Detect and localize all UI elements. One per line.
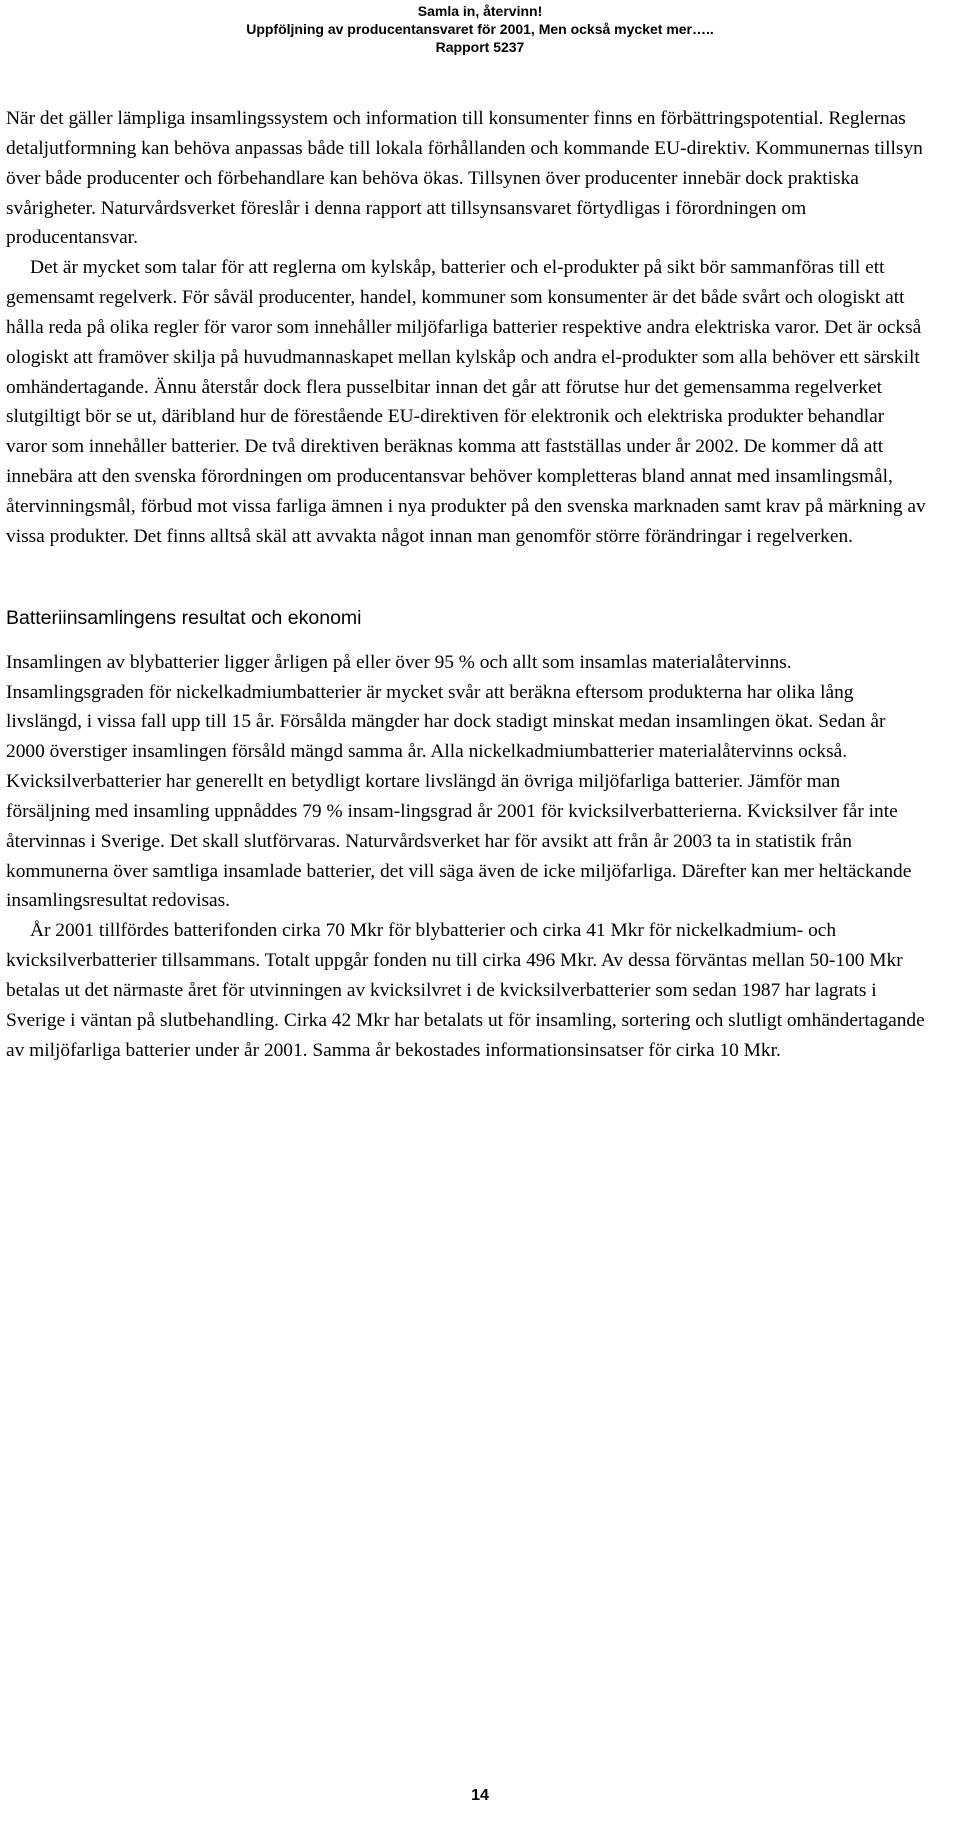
page-number: 14 [471,1787,489,1804]
body-paragraph: Det är mycket som talar för att reglerna om kylskåp, batterier och el-produkter på sikt bör sammanföras till ett gemensamt regelverk. För såväl producenter, handel, kommuner som konsumenter är det både svårt och ologiskt att hålla reda på olika regler för varor som innehåller miljöfarliga batterier respektive andra elektriska varor. Det är också ologiskt att framöver skilja på huvudmannaskapet mellan kylskåp och andra el-produkter som alla behöver ett särskilt omhändertagande. Ännu återstår dock flera pusselbitar innan det går att förutse hur det gemensamma regelverket slutgiltigt bör se ut, däribland hur de förestående EU-direktiven för elektronik och elektriska produkter behandlar varor som innehåller batterier. De två direktiven beräknas komma att fastställas under år 2002. De kommer då att innebära att den svenska förordningen om producentansvar behöver kompletteras bland annat med insamlingsmål, återvinningsmål, förbud mot vissa farliga ämnen i nya produkter på den svenska marknaden samt krav på märkning av vissa produkter. Det finns alltså skäl att avvakta något innan man genomför större förändringar i regelverken. [6,257,926,547]
header-report-number: Rapport 5237 [435,39,525,55]
body-paragraph: Insamlingen av blybatterier ligger årligen på eller över 95 % och allt som insamlas materialåtervinns. Insamlingsgraden för nickelkadmiumbatterier är mycket svår att beräkna eftersom produkterna har olika lång livslängd, i vissa fall upp till 15 år. Försålda mängder har dock stadigt minskat medan insamlingen ökat. Sedan år 2000 överstiger insamlingen försåld mängd samma år. Alla nickelkadmiumbatterier materialåtervinns också. Kvicksilverbatterier har generellt en betydligt kortare livslängd än övriga miljöfarliga batterier. Jämför man försäljning med insamling uppnåddes 79 % insam-lingsgrad år 2001 för kvicksilverbatterierna. Kvicksilver får inte återvinnas i Sverige. Det skall slutförvaras. Naturvårdsverket har för avsikt att från år 2003 ta in statistik från kommunerna över samtliga insamlade batterier, det vill säga även de icke miljöfarliga. Därefter kan mer heltäckande insamlingsresultat redovisas. [6,651,912,912]
body-paragraph: När det gäller lämpliga insamlingssystem och information till konsumenter finns en förbättringspotential. Reglernas detaljutformning kan behöva anpassas både till lokala förhållanden och kommande EU-direktiv. Kommunernas tillsyn över både producenter och förbehandlare kan behöva ökas. Tillsynen över producenter innebär dock praktiska svårigheter. Naturvårdsverket föreslår i denna rapport att tillsynsansvaret förtydligas i förordningen om producentansvar. [6,108,923,249]
header-title: Samla in, återvinn! [417,3,543,19]
page-body [0,104,960,1065]
body-paragraph: År 2001 tillfördes batterifonden cirka 70 Mkr för blybatterier och cirka 41 Mkr för nickelkadmium- och kvicksilverbatterier tillsammans. Totalt uppgår fonden nu till cirka 496 Mkr. Av dessa förväntas mellan 50-100 Mkr betalas ut det närmaste året för utvinningen av kvicksilvret i de kvicksilverbatterier som sedan 1987 har lagrats i Sverige i väntan på slutbehandling. Cirka 42 Mkr har betalats ut för insamling, sortering och slutligt omhändertagande av miljöfarliga batterier under år 2001. Samma år bekostades informationsinsatser för cirka 10 Mkr. [6,920,925,1061]
header-subtitle: Uppföljning av producentansvaret för 2001, Men också mycket mer….. [246,21,714,37]
running-header [0,2,960,56]
section-heading: Batteriinsamlingens resultat och ekonomi [6,606,362,629]
